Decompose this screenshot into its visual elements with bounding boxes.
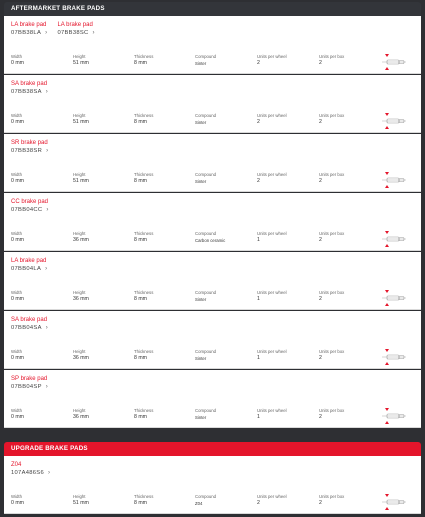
brake-pad-dimension-icon [380, 52, 408, 72]
spec-compound [195, 408, 216, 421]
spec-thickness [134, 408, 153, 421]
spec-height [73, 349, 89, 362]
spec-value: 51 mm [73, 119, 89, 125]
chevron-right-icon: › [45, 30, 48, 36]
spec-width [11, 494, 24, 507]
spec-value: 36 mm [73, 355, 89, 361]
product-name: LA brake pad [57, 22, 93, 28]
spec-label: Compound [195, 408, 217, 413]
spec-label: Units per wheel [257, 113, 287, 118]
spec-value: 0 mm [11, 414, 24, 420]
spec-value: 0 mm [11, 237, 24, 243]
chevron-right-icon: › [48, 470, 51, 476]
spec-width [11, 172, 24, 185]
brake-pad-dimension-icon [380, 170, 408, 190]
spec-label: Width [11, 231, 22, 236]
spec-units-per-box [319, 349, 344, 362]
brake-pad-dimension-icon [380, 111, 408, 131]
spec-label: Units per box [319, 54, 345, 59]
spec-height [73, 408, 89, 421]
product-card [4, 370, 421, 428]
brake-pad-dimension-icon [380, 288, 408, 308]
spec-height [73, 54, 89, 67]
spec-label: Compound [195, 494, 217, 499]
spec-value: 8 mm [134, 60, 147, 66]
spec-compound [195, 54, 216, 67]
product-code: 107A486S6 [11, 470, 45, 476]
spec-label: Units per wheel [257, 408, 287, 413]
chevron-right-icon: › [45, 384, 49, 390]
spec-label: Height [73, 349, 86, 354]
spec-value: 2 [319, 500, 322, 506]
product-code-row [11, 29, 47, 37]
spec-label: Width [11, 172, 22, 177]
product-code-row [11, 469, 50, 477]
spec-label: Units per wheel [257, 54, 287, 59]
product-name: LA brake pad [11, 22, 47, 28]
spec-label: Height [73, 113, 86, 118]
spec-value: 8 mm [134, 178, 147, 184]
chevron-right-icon: › [46, 207, 49, 213]
spec-units-per-wheel [257, 290, 287, 303]
spec-height [73, 172, 89, 185]
spec-value: 2 [257, 119, 260, 125]
product-titles [11, 376, 48, 391]
spec-label: Units per box [319, 113, 345, 118]
product-code-row [11, 265, 47, 273]
spec-value: 2 [257, 500, 260, 506]
spec-units-per-box [319, 494, 344, 507]
product-card [4, 75, 421, 133]
spec-height [73, 231, 89, 244]
spec-width [11, 408, 24, 421]
product-name: CC brake pad [11, 199, 49, 205]
spec-value: 36 mm [73, 296, 89, 302]
aftermarket-section-title: AFTERMARKET BRAKE PADS [11, 5, 105, 12]
product-titles [11, 81, 48, 96]
product-card [4, 456, 421, 514]
spec-label: Height [73, 494, 86, 499]
spec-height [73, 113, 89, 126]
spec-label: Thickness [134, 349, 154, 354]
spec-label: Compound [195, 54, 217, 59]
product-titles [11, 22, 95, 37]
product-code-row [11, 88, 48, 96]
spec-compound [195, 494, 216, 507]
product-code-row [11, 383, 48, 391]
aftermarket-section-header [4, 2, 421, 16]
product-titles [11, 317, 48, 332]
spec-label: Height [73, 290, 86, 295]
chevron-right-icon: › [45, 89, 49, 95]
spec-label: Thickness [134, 172, 154, 177]
product-link[interactable] [11, 199, 49, 214]
product-name: SR brake pad [11, 140, 48, 146]
spec-value: Sinter [195, 297, 207, 302]
spec-value: Sinter [195, 61, 207, 66]
product-code-row [57, 29, 94, 37]
spec-thickness [134, 172, 153, 185]
spec-thickness [134, 494, 153, 507]
spec-label: Thickness [134, 290, 154, 295]
product-code: 07BB04SP [11, 384, 42, 390]
spec-thickness [134, 54, 153, 67]
spec-width [11, 349, 24, 362]
product-code: 07BB38SA [11, 89, 42, 95]
spec-compound [195, 349, 216, 362]
spec-label: Thickness [134, 408, 154, 413]
spec-value: 2 [319, 178, 322, 184]
spec-label: Width [11, 494, 22, 499]
spec-units-per-wheel [257, 172, 287, 185]
spec-units-per-wheel [257, 54, 287, 67]
product-titles [11, 462, 50, 477]
spec-value: 51 mm [73, 60, 89, 66]
spec-thickness [134, 231, 153, 244]
spec-thickness [134, 290, 153, 303]
product-card [4, 16, 421, 74]
spec-value: 51 mm [73, 500, 89, 506]
spec-value: 8 mm [134, 414, 147, 420]
product-card [4, 134, 421, 192]
product-link[interactable] [11, 376, 48, 391]
product-code: 07BB38SC [57, 30, 89, 36]
product-card [4, 252, 421, 310]
spec-value: 2 [257, 60, 260, 66]
spec-value: 2 [319, 414, 322, 420]
product-code: 07BB38LA [11, 30, 42, 36]
spec-label: Compound [195, 349, 217, 354]
spec-width [11, 113, 24, 126]
spec-value: 2 [319, 355, 322, 361]
brake-pad-dimension-icon [380, 492, 408, 512]
product-name: SP brake pad [11, 376, 48, 382]
spec-label: Width [11, 349, 22, 354]
spec-label: Units per wheel [257, 231, 287, 236]
product-link[interactable] [11, 22, 47, 37]
spec-label: Width [11, 54, 22, 59]
spec-value: 1 [257, 414, 260, 420]
spec-label: Width [11, 113, 22, 118]
product-link[interactable] [11, 81, 48, 96]
spec-units-per-wheel [257, 349, 287, 362]
spec-value: 51 mm [73, 178, 89, 184]
product-link[interactable] [11, 140, 48, 155]
spec-compound [195, 290, 216, 303]
spec-height [73, 290, 89, 303]
spec-label: Units per wheel [257, 172, 287, 177]
spec-label: Compound [195, 113, 217, 118]
spec-label: Units per wheel [257, 290, 287, 295]
spec-units-per-box [319, 172, 344, 185]
spec-width [11, 54, 24, 67]
spec-label: Thickness [134, 494, 154, 499]
spec-units-per-wheel [257, 231, 287, 244]
product-code-row [11, 206, 49, 214]
spec-label: Width [11, 408, 22, 413]
spec-value: 2 [319, 296, 322, 302]
spec-units-per-box [319, 408, 344, 421]
product-name: LA brake pad [11, 258, 47, 264]
product-code: 07BB04CC [11, 207, 43, 213]
spec-value: 1 [257, 296, 260, 302]
spec-label: Thickness [134, 54, 154, 59]
spec-thickness [134, 349, 153, 362]
spec-label: Width [11, 290, 22, 295]
spec-value: 2 [319, 119, 322, 125]
product-link[interactable] [11, 317, 48, 332]
spec-value: 0 mm [11, 119, 24, 125]
spec-label: Height [73, 172, 86, 177]
spec-value: Carbon ceramic [195, 238, 226, 243]
spec-value: 2 [257, 178, 260, 184]
spec-value: 2 [319, 237, 322, 243]
spec-units-per-box [319, 231, 344, 244]
spec-value: 0 mm [11, 296, 24, 302]
spec-label: Units per wheel [257, 494, 287, 499]
spec-label: Units per box [319, 408, 345, 413]
chevron-right-icon: › [45, 266, 48, 272]
spec-value: 0 mm [11, 60, 24, 66]
spec-units-per-wheel [257, 494, 287, 507]
spec-height [73, 494, 89, 507]
spec-thickness [134, 113, 153, 126]
spec-value: 8 mm [134, 355, 147, 361]
spec-value: 2 [319, 60, 322, 66]
product-code-row [11, 147, 48, 155]
brake-pad-dimension-icon [380, 406, 408, 426]
product-code: 07BB38SR [11, 148, 43, 154]
spec-value: Sinter [195, 120, 207, 125]
spec-value: 8 mm [134, 119, 147, 125]
chevron-right-icon: › [46, 148, 49, 154]
spec-label: Compound [195, 231, 217, 236]
product-card [4, 193, 421, 251]
spec-label: Height [73, 54, 86, 59]
spec-value: 36 mm [73, 237, 89, 243]
spec-units-per-box [319, 54, 344, 67]
spec-units-per-box [319, 113, 344, 126]
spec-value: 8 mm [134, 296, 147, 302]
spec-compound [195, 231, 225, 244]
spec-compound [195, 113, 216, 126]
spec-value: 8 mm [134, 500, 147, 506]
spec-label: Units per box [319, 494, 345, 499]
product-name: SA brake pad [11, 317, 48, 323]
spec-label: Units per box [319, 231, 345, 236]
spec-value: Z04 [195, 501, 203, 506]
spec-units-per-wheel [257, 408, 287, 421]
spec-units-per-box [319, 290, 344, 303]
product-link[interactable] [57, 22, 94, 37]
spec-value: 8 mm [134, 237, 147, 243]
chevron-right-icon: › [45, 325, 49, 331]
spec-value: 1 [257, 355, 260, 361]
spec-label: Thickness [134, 113, 154, 118]
spec-width [11, 231, 24, 244]
brake-pad-dimension-icon [380, 229, 408, 249]
upgrade-section-header [4, 442, 421, 456]
spec-label: Units per box [319, 290, 345, 295]
spec-label: Units per wheel [257, 349, 287, 354]
spec-value: 36 mm [73, 414, 89, 420]
spec-label: Height [73, 408, 86, 413]
spec-label: Compound [195, 172, 217, 177]
product-code: 07BB04LA [11, 266, 42, 272]
chevron-right-icon: › [92, 30, 95, 36]
spec-label: Thickness [134, 231, 154, 236]
spec-value: 1 [257, 237, 260, 243]
spec-value: Sinter [195, 415, 207, 420]
product-code-row [11, 324, 48, 332]
spec-label: Height [73, 231, 86, 236]
upgrade-section-title: UPGRADE BRAKE PADS [11, 445, 88, 452]
product-titles [11, 258, 47, 273]
spec-label: Compound [195, 290, 217, 295]
product-name: SA brake pad [11, 81, 48, 87]
spec-value: 0 mm [11, 500, 24, 506]
spec-value: 0 mm [11, 178, 24, 184]
product-code: 07BB04SA [11, 325, 42, 331]
brake-pad-dimension-icon [380, 347, 408, 367]
spec-value: Sinter [195, 356, 207, 361]
product-name: Z04 [11, 462, 22, 468]
product-titles [11, 140, 48, 155]
product-link[interactable] [11, 462, 50, 477]
spec-units-per-wheel [257, 113, 287, 126]
spec-value: 0 mm [11, 355, 24, 361]
product-card [4, 311, 421, 369]
spec-label: Units per box [319, 172, 345, 177]
spec-width [11, 290, 24, 303]
spec-value: Sinter [195, 179, 207, 184]
spec-compound [195, 172, 216, 185]
product-titles [11, 199, 49, 214]
product-link[interactable] [11, 258, 47, 273]
spec-label: Units per box [319, 349, 345, 354]
